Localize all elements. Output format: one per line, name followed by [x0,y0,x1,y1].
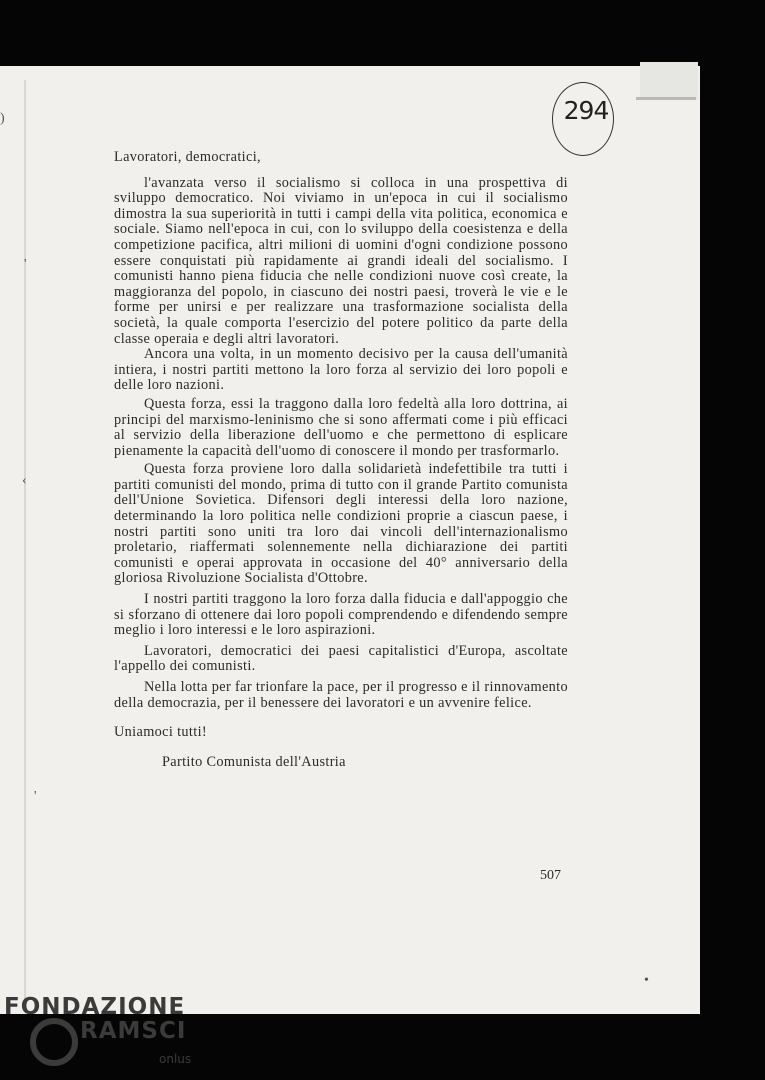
scan-mark: • [644,973,649,988]
paragraph: Questa forza, essi la traggono dalla loro fedeltà alla loro dottrina, ai principi del marxismo-leninismo che si sono affermati come i più efficaci al servizio della liberazione dell'uomo e che permettono di esplicare pienamente la capacità dell'uomo di conoscere il mondo per trasformarlo. [114,395,568,459]
signature: Partito Comunista dell'Austria [162,753,346,770]
paragraph: Questa forza proviene loro dalla solidarietà indefettibile tra tutti i partiti comunisti del mondo, prima di tutto con il grande Partito comunista dell'Unione Sovietica. Difensori degli interessi della loro nazione, determinando la loro politica nelle condizioni proprie a ciascun paese, i nostri partiti sono uniti tra loro dai vincoli dell'internazionalismo proletario, riaffermati solennemente nella dichiarazione dei partiti comunisti e operai approvata in occasione del 40° anniversario della gloriosa Rivoluzione Socialista d'Ottobre. [114,461,568,587]
watermark-line2: RAMSCI [80,1018,187,1044]
scan-mark: ‹ [22,473,27,488]
archive-number: 294 [563,96,609,125]
paragraph: Nella lotta per far trionfare la pace, per il progresso e il rinnovamento della democrazia, per il benessere dei lavoratori e un avvenire felice. [114,679,568,711]
page-edge-shadow [636,97,696,100]
watermark-suffix: onlus [159,1052,192,1066]
scan-mark: ) [0,111,5,126]
binding-fold-line [24,80,26,1010]
greeting: Lavoratori, democratici, [114,149,261,165]
scan-mark: ' [34,789,37,804]
watermark-g-logo-icon [30,1018,78,1066]
paragraph: I nostri partiti traggono la loro forza dalla fiducia e dall'appoggio che si sforzano di ottenere dai loro popoli comprendendo e difendendo sempre meglio i loro interessi e le loro aspirazioni. [114,591,568,639]
paragraph: l'avanzata verso il socialismo si colloca in una prospettiva di sviluppo democratico. Noi viviamo in un'epoca in cui il socialismo dimostra la sua superiorità in tutti i campi della vita politica, economica e sociale. Siamo nell'epoca in cui, con lo sviluppo della coesistenza e della competizione pacifica, altri milioni di uomini d'ogni condizione possono essere conquistati più rapidamente ai grandi ideali del socialismo. I comunisti hanno piena fiducia che nelle condizioni nuove così create, la maggioranza del popolo, in ciascuno dei nostri paesi, troverà le vie e le forme per unirsi e per realizzare una trasformazione socialista della società, la quale comporta l'esercizio del potere politico da parte della classe operaia e degli altri lavoratori. [114,174,568,347]
page-number: 507 [540,868,561,883]
closing-line: Uniamoci tutti! [114,724,207,741]
watermark-line1: FONDAZIONE [4,994,186,1020]
next-page-edge [640,62,698,100]
paragraph: Ancora una volta, in un momento decisivo per la causa dell'umanità intiera, i nostri partiti mettono la loro forza al servizio dei loro popoli e delle loro nazioni. [114,346,568,394]
letter-body [114,150,568,770]
paragraph: Lavoratori, democratici dei paesi capitalistici d'Europa, ascoltate l'appello dei comunisti. [114,642,568,675]
scan-mark: ' [24,257,27,272]
